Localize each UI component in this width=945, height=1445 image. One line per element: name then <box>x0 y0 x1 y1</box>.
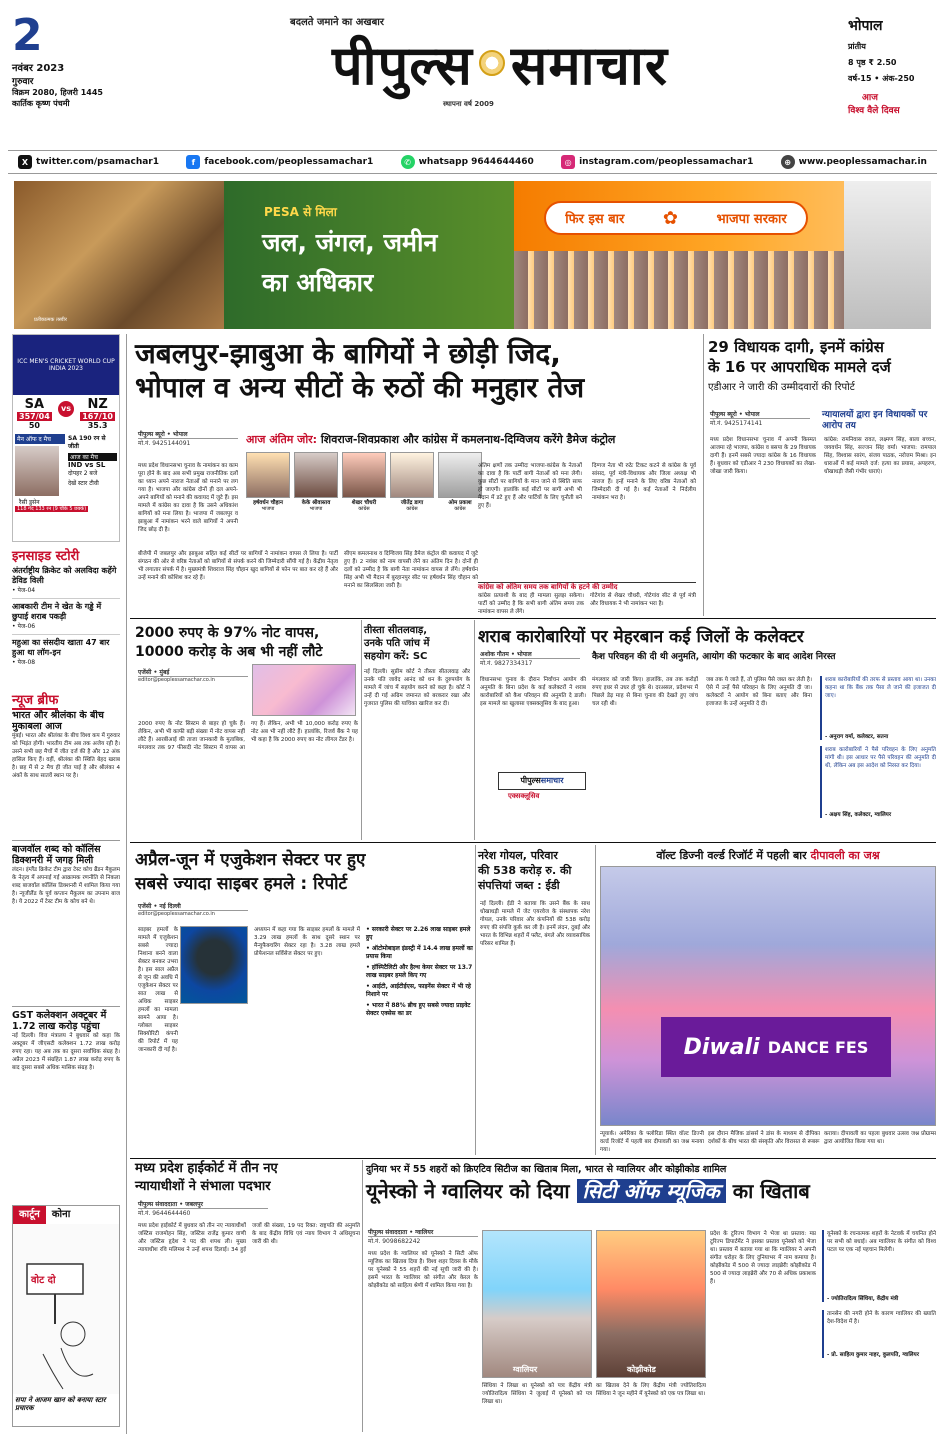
pages-price: 8 पृष्ठ ₹ 2.50 <box>848 58 897 67</box>
insight-page: • पेज-06 <box>12 623 36 630</box>
disney-headline <box>600 848 936 863</box>
unesco-gwalior-photo <box>482 1230 592 1378</box>
disney-cap3: कराया। दीपावली का पहला बुधवार उत्सव जश्न प्रोग्राम्स द्वारा आयोजित किया गया था। <box>824 1131 936 1145</box>
unesco-byline <box>368 1228 478 1245</box>
cyber-photo <box>180 926 248 1004</box>
cyber-bullet: • हॉस्पिटैलिटी और हैल्थ केयर सेक्टर पर 13.7 लाख साइबर हमले किए गए <box>366 964 473 979</box>
today-match-label: आज का मैच <box>68 453 117 461</box>
title-left: पीपुल्स <box>332 34 473 97</box>
lead-byline-text: पीपुल्स ब्यूरो • भोपाल <box>138 430 238 439</box>
social-facebook-text: facebook.com/peoplessamachar1 <box>204 157 374 167</box>
notes-headline-line2: 10000 करोड़ के अब भी नहीं लौटे <box>135 644 323 660</box>
lead-person <box>438 452 482 544</box>
social-x-text: twitter.com/psamachar1 <box>36 157 160 167</box>
row-divider-3 <box>130 1158 936 1159</box>
ad-pesa-small: PESA से मिला <box>264 205 337 219</box>
person-party: भाजपा <box>261 506 275 512</box>
quote-1-text: शराब कारोबारियों की तरफ से प्रस्ताव आया था। उनका कहना था कि बैंक तक पैसा ले जाने की इजाजत दी जाए। <box>825 677 936 699</box>
lead-person <box>294 452 338 544</box>
news-brief-heading: न्यूज ब्रीफ <box>12 690 58 710</box>
person-party: कांग्रेस <box>406 506 418 512</box>
team2-score: 167/10 <box>82 412 113 421</box>
unesco-headline-a: यूनेस्को ने ग्वालियर को दिया <box>366 1179 570 1203</box>
title-right: समाचार <box>510 34 668 97</box>
today-match: IND vs SL <box>68 461 106 469</box>
adr-body2: कांग्रेस: रामनिवास रावत, लक्ष्मण सिंह, बाला बच्चन, जयवर्धन सिंह, सज्जन सिंह वर्मा। भाजपा: रामपाल सिंह, विश्वास सारंग, संजय पाठक, नरोत्तम मिश्रा। इन धाराओं में कई मामले दर्ज: हत्या का प्रयास, अपहरण, धोखाधड़ी जैसी गंभीर धाराएं। <box>824 437 936 475</box>
lead-strap-text: शिवराज-शिवप्रकाश और कांग्रेस में कमलनाथ-दिग्विजय करेंगे डैमेज कंट्रोल <box>320 433 616 446</box>
volume: वर्ष-15 • अंक-250 <box>848 74 915 83</box>
unesco-headline-c: का खिताब <box>732 1179 810 1203</box>
sa-result: SA 190 रन से जीती <box>68 435 106 450</box>
cyber-bullet: • आईटी, आईटीईएस, फाइनेंस सेक्टर में भी रहे निशाने पर <box>366 983 471 998</box>
kartik: कार्तिक कृष्ण पंचमी <box>12 99 70 108</box>
cyber-byline <box>138 902 248 917</box>
unesco-headline-b: सिटी ऑफ म्यूजिक <box>577 1179 726 1203</box>
brief-item <box>12 1006 120 1128</box>
edition-block <box>848 16 938 116</box>
brief-body: लंदन। इंग्लैंड क्रिकेट टीम द्वारा टेस्ट कोच ब्रैंडन मैकुलम के नेतृत्व में अपनाई गई आक्रामक रणनीति से निकला शब्द बाजवॉल कॉलिंस डिक्शनरी में शामिल किया गया है। न्यूजीलैंड के पूर्व कप्तान मैकुलम का उपनाम बाज है। ये 2022 में टेस्ट टीम के कोच बने थे। <box>12 867 120 905</box>
notes-headline-line1: 2000 रुपए के 97% नोट वापस, <box>135 625 320 641</box>
facebook-icon: f <box>186 155 200 169</box>
insight-text: अंतर्राष्ट्रीय क्रिकेट को अलविदा कहेंगे डेविड विली <box>12 566 117 585</box>
column-rule-row4 <box>362 1160 363 1432</box>
liquor-sub: कैश परिवहन की दी थी अनुमति, आयोग की फटकार के बाद आदेश निरस्त <box>592 652 836 662</box>
ad-bjp-panel <box>514 181 931 329</box>
cartoon-sign: वोट दो <box>31 1275 56 1286</box>
naresh-headline <box>478 848 590 893</box>
lead-headline <box>135 337 700 405</box>
lead-photo-strip <box>246 452 486 544</box>
adr-mobile: मो.नं. 9425174141 <box>710 420 763 427</box>
cricket-event-logo <box>13 335 119 395</box>
cartoon-heading <box>13 1206 119 1224</box>
brief-title: भारत और श्रीलंका के बीच मुकाबला आज <box>12 710 104 732</box>
notes-byline <box>138 668 248 683</box>
ad-pesa-caption: प्रतीकात्मक तस्वीर <box>34 317 67 323</box>
insight-heading: इनसाइड स्टोरी <box>12 549 80 564</box>
adr-byline-text: पीपुल्स ब्यूरो • भोपाल <box>710 410 810 419</box>
logo-emblem-icon <box>479 50 505 76</box>
edition: प्रांतीय <box>848 42 866 51</box>
teesta-headline-line2: उनके पति जांच में <box>364 638 430 649</box>
disney-banner <box>661 1017 891 1077</box>
mom-label: मैन ऑफ द मैच <box>15 434 65 444</box>
person-photo <box>438 452 482 498</box>
insight-item[interactable] <box>12 634 120 666</box>
date-number: 2 <box>12 10 43 61</box>
liquor-logo-right: समाचार <box>540 776 564 785</box>
notes-body: 2000 रुपए के नोट सिस्टम से बाहर हो चुके हैं। लेकिन, अभी भी काफी बड़ी संख्या में नोट वापस नहीं लौटे हैं। आरबीआई की ताजा जानकारी के मुताबिक, मंगलवार तक 97 फीसदी नोट सिस्टम में वापस आ गए हैं। लेकिन, अभी भी 10,000 करोड़ रुपए के नोट अब भी नहीं लौटे हैं। हालांकि, रिजर्व बैंक ने यह भी कहा है कि 2000 रुपए का नोट लीगल टेंडर है। <box>138 721 358 751</box>
cricket-scoreboard <box>13 395 119 432</box>
liquor-byline <box>480 650 580 667</box>
ad-pesa-panel <box>224 181 514 329</box>
team1-block <box>17 397 52 430</box>
adr-headline <box>708 337 936 393</box>
weekday: गुरुवार <box>12 77 34 87</box>
brief-item <box>12 840 120 1002</box>
ad-bjp-line2: भाजपा सरकार <box>716 212 787 227</box>
lead-mobile: मो.नं. 9425144091 <box>138 440 191 447</box>
insight-page: • पेज-04 <box>12 587 36 594</box>
notes-photo <box>252 664 356 716</box>
vikram-samvat: विक्रम 2080, हिजरी 1445 <box>12 88 103 97</box>
teesta-headline-line1: तीस्ता सीतलवाड़, <box>364 625 428 636</box>
unesco-right-body: प्रदेश के टूरिज्म विभाग ने भेजा था प्रस्ताव: मप्र टूरिज्म डिपार्टमेंट ने इसका प्रस्ताव यूनेस्को को भेजा था। प्रस्ताव में बताया गया था कि ग्वालियर ने अपनी संगीत धरोहर के लिए दुनियाभर में नाम कमाया है। कोझीकोड में 500 से ज्यादा लाइब्रेरीः कोझीकोड में 500 से ज्यादा लाइब्रेरी और 70 से अधिक प्रकाशक हैं। <box>710 1231 816 1285</box>
person-party: कांग्रेस <box>358 506 370 512</box>
cyber-byline-text: एजेंसी • नई दिल्ली <box>138 902 248 911</box>
person-party: भाजपा <box>309 506 323 512</box>
city: भोपाल <box>848 18 883 34</box>
ad-bjp-line1: फिर इस बार <box>565 212 625 227</box>
column-rule-row2a <box>361 620 362 840</box>
brief-item <box>12 710 120 836</box>
person-name: जीतेंद्र डागा <box>400 500 424 506</box>
newspaper-title <box>170 28 830 98</box>
lead-col5: दिग्गज नेता भी रुठेः टिकट कटने से कांग्रेस के पूर्व सांसद, पूर्व मंत्री-विधायक और जिला अध्यक्ष भी नाराज हैं। इन्हें मनाने के लिए वरिष्ठ नेताओं को जिम्मेदारी दी गई है। कई नेताओं ने निर्दलीय नामांकन भरा है। <box>592 463 696 501</box>
social-website-text: www.peoplessamachar.in <box>798 157 927 167</box>
lead-col4: अंतिम क्षणों तक उम्मीदः भाजपा-कांग्रेस के नेताओं का दावा है कि पार्टी बागी नेताओं को मना लेगी। कुछ सीटों पर बागियों के मान जाने से स्थिति साफ हो जाएगी। हालांकि कई सीटों पर बागी अभी भी मैदान में डटे हुए हैं और पार्टियों के लिए चुनौती बने हुए हैं। <box>478 463 582 509</box>
person-photo <box>390 452 434 498</box>
lead-box <box>478 582 696 614</box>
liquor-body2: मंगलवार को जारी किए। हालांकि, तब तक करोड़ों रुपए इधर से उधर हो चुके थे। दरअसल, प्रदेशभर में पिछले डेढ़ माह से बिना चुनाव की देखते हुए जांच चल रही थी। <box>592 677 698 707</box>
brief-body: नई दिल्ली। वित्त मंत्रालय ने बुधवार को कहा कि अक्टूबर में जीएसटी कलेक्शन 1.72 लाख करोड़ रुपए रहा। यह अब तक का दूसरा सर्वाधिक संग्रह है। अप्रैल 2023 में संग्रहित 1.87 लाख करोड़ रुपए के बाद दूसरा सबसे अधिक मासिक संग्रह है। <box>12 1033 120 1071</box>
adr-body1: मध्य प्रदेश विधानसभा चुनाव में अपनी किस्मत आजमा रहे भाजपा, कांग्रेस व बसपा के 29 विधायक दागी हैं। इनमें सबसे ज्यादा कांग्रेस के 16 विधायक हैं। बुधवार को एडीआर ने 230 विधायकों का लेखा-जोखा जारी किया। <box>710 437 816 475</box>
insight-page: • पेज-08 <box>12 659 36 666</box>
disney-headline-a: वॉल्ट डिज्नी वर्ल्ड रिजॉर्ट में पहली बार <box>656 849 807 862</box>
masthead-tagline: बदलते जमाने का अखबार <box>290 17 384 28</box>
row-divider-1 <box>130 618 936 619</box>
lead-headline-line2: भोपाल व अन्य सीटों के रुठों की मनुहार तेज <box>135 371 585 404</box>
unesco-quote-2-by: - प्रो. साहित्य कुमार नाहर, कुलपति, ग्वालियर <box>827 1352 919 1358</box>
team1-name: SA <box>24 397 45 412</box>
unesco-mobile: मो.नं. 9098682242 <box>368 1238 421 1245</box>
news-brief-list <box>12 710 120 1190</box>
cartoon-heading-1: कार्टून <box>13 1206 46 1224</box>
cricket-event: ICC MEN'S CRICKET WORLD CUP INDIA 2023 <box>17 358 115 372</box>
naresh-body: नई दिल्ली। ईडी ने बताया कि उसने बैंक के साथ धोखाधड़ी मामले में जेट एयरवेज के संस्थापक नरेश गोयल, उनके परिवार और कंपनियों की 538 करोड़ रुपए की संपत्ति कुर्क कर ली है। इनमें लंदन, दुबई और भारत के विभिन्न शहरों में फ्लैट, बंगले और व्यावसायिक परिसर शामिल हैं। <box>480 901 590 947</box>
quote-2-by: - अक्षय सिंह, कलेक्टर, ग्वालियर <box>825 812 892 818</box>
teesta-headline-line3: सहयोग करें: SC <box>364 651 428 662</box>
person-photo <box>294 452 338 498</box>
column-rule-row2b <box>474 620 475 840</box>
today-label: आज <box>862 93 878 103</box>
hc-byline <box>138 1200 268 1217</box>
person-name: केके श्रीवास्तव <box>301 500 331 506</box>
cyber-bullet: • ऑटोमोबाइल इंडस्ट्री में 14.4 लाख हमलों का प्रयास किया <box>366 945 473 960</box>
globe-icon: ⊕ <box>781 155 795 169</box>
social-link-whatsapp[interactable] <box>401 155 534 169</box>
ad-pesa-big1: जल, जंगल, जमीन <box>262 228 438 257</box>
unesco-quotes <box>822 1230 936 1358</box>
unesco-img2-cap: का खिताब देने के लिए केंद्रीय मंत्री ज्योतिरादित्य सिंधिया ने जून महीने में यूनेस्को को एक पत्र लिखा था। <box>596 1383 706 1397</box>
disney-headline-b: दीपावली का जश्न <box>810 849 880 862</box>
team1-score: 357/04 <box>19 412 50 421</box>
liquor-logo-left: पीपुल्स <box>520 776 541 785</box>
naresh-headline-line1: नरेश गोयल, परिवार <box>478 849 558 862</box>
lotus-icon: ✿ <box>662 207 678 229</box>
person-name: ओम प्रकाश <box>448 500 472 506</box>
social-bar <box>8 150 937 174</box>
today-event: विश्व वैले दिवस <box>848 106 900 116</box>
team2-block <box>80 397 115 430</box>
ad-bjp-leader-photo <box>844 181 931 329</box>
social-instagram-text: instagram.com/peoplessamachar1 <box>579 157 754 167</box>
masthead-date-block <box>12 10 142 164</box>
notes-email: editor@peoplessamachar.co.in <box>138 677 215 683</box>
social-link-instagram[interactable] <box>561 155 753 169</box>
team2-name: NZ <box>87 397 108 412</box>
teesta-headline <box>364 624 470 663</box>
watch-on: देखें स्टार टीवी <box>68 480 99 487</box>
quote-2-text: शराब कारोबारियों ने पैसे परिवहन के लिए अनुमति मांगी थी। इस आधार पर पैसे परिवहन की अनुमति दी थी, लेकिन अब इस आदेश को निरस्त कर दिया। <box>825 747 936 769</box>
ad-banner[interactable] <box>14 181 931 329</box>
liquor-exclusive: एक्सक्लूसिव <box>508 792 540 800</box>
disney-banner-text2: DANCE FES <box>767 1037 869 1057</box>
x-icon: X <box>18 155 32 169</box>
lead-col3: सीएम कमलनाथ व दिग्विजय सिंह डैमेज कंट्रोल की कवायद में जुटे हुए हैं। 2 नवंबर को नाम वापसी लेने का अंतिम दिन है। दोनों ही दलों को उम्मीद है कि बागी नेता नामांकन वापस ले लेंगे। हर्षवर्धन सिंह अभी भी मैदान में बुरहानपुर सीट पर हर्षवर्धन सिंह चौहान को मनाने का सिलसिला जारी है। <box>344 551 478 589</box>
adr-subheadline: एडीआर ने जारी की उम्मीदवारों की रिपोर्ट <box>708 382 855 393</box>
instagram-icon: ◎ <box>561 155 575 169</box>
person-party: कांग्रेस <box>454 506 466 512</box>
brief-body: मुंबई। भारत और श्रीलंका के बीच विश्व कप में गुरुवार को भिड़ंत होगी। भारतीय टीम अब तक अजेय रही है। उसने सभी छह मैचों में जीत दर्ज की है और 12 अंक हासिल किए हैं। वहीं, श्रीलंका की स्थिति बेहद खराब है। छह में से 2 मैच ही जीत पाई है और श्रीलंका 4 अंकों के साथ सातवें स्थान पर है। <box>12 733 120 779</box>
quote-1 <box>820 676 936 740</box>
unesco-kozhikode-photo <box>596 1230 706 1378</box>
cricket-box <box>12 334 120 542</box>
unesco-quote-1 <box>822 1230 936 1302</box>
hc-byline-text: पीपुल्स संवाददाता • जबलपुर <box>138 1200 268 1209</box>
cyber-bullets <box>366 926 474 1018</box>
cartoon-box <box>12 1205 120 1427</box>
quote-1-by: - अनुराग वर्मा, कलेक्टर, सतना <box>825 734 889 740</box>
cricket-vs: vs <box>58 401 74 417</box>
ad-bjp-leaders-row <box>514 251 844 329</box>
cartoon-caption: सपा ने आजम खान को बनाया स्टार प्रचारक <box>15 1396 106 1412</box>
brief-title: बाजवॉल शब्द को कॉलिंस डिक्शनरी में जगह मिली <box>12 844 101 866</box>
cricket-lower <box>13 432 119 498</box>
liquor-byline-text: अशोक गौतम • भोपाल <box>480 650 580 659</box>
social-link-website[interactable] <box>781 155 927 169</box>
column-rule-row3a <box>475 845 476 1155</box>
naresh-headline-line3: संपत्तियां जब्त : ईडी <box>478 879 560 892</box>
social-link-x[interactable] <box>18 155 159 169</box>
player-stats: 118 गेंद 133 रन (9 चौके 5 छक्के) <box>17 506 87 512</box>
hc-body: मध्य प्रदेश हाईकोर्ट में बुधवार को तीन नए न्यायाधीशों जस्टिस राजमोहन सिंह, जस्टिस राजेंद्र कुमार वाणी और जस्टिस हृदेश ने पद की शपथ ली। मुख्य न्यायाधीश रवि मलिमथ ने उन्हें शपथ दिलाई। 34 हुई जजों की संख्या, 19 पद रिक्त: राष्ट्रपति की अनुमति के बाद केंद्रीय विधि एवं न्याय विभाग ने अधिसूचना जारी की थी। <box>138 1223 360 1253</box>
unesco-kicker: दुनिया भर में 55 शहरों को क्रिएटिव सिटीज का खिताब मिला, भारत से ग्वालियर और कोझीकोड शामिल <box>366 1164 727 1175</box>
liquor-mobile: मो.नं. 9827334317 <box>480 660 533 667</box>
lead-col2: बीजेपी में जबलपुर और झाबुआ सहित कई सीटों पर बागियों ने नामांकन वापस ले लिया है। पार्टी संगठन की ओर से वरिष्ठ नेताओं को बागियों से संपर्क करने की जिम्मेदारी सौंपी गई है। केंद्रीय नेतृत्व भी लगातार संपर्क में है। मुख्यमंत्री शिवराज सिंह चौहान खुद बागियों से फोन पर बात कर रहे हैं और उन्हें मनाने की कोशिश कर रहे हैं। <box>138 551 338 581</box>
lead-byline <box>138 430 238 447</box>
cyber-headline-line2: सबसे ज्यादा साइबर हमले : रिपोर्ट <box>135 874 348 894</box>
player-photo <box>15 446 59 496</box>
ad-bjp-pill <box>544 201 808 235</box>
person-photo <box>342 452 386 498</box>
insight-list <box>12 566 120 666</box>
player-name: रैसी डुसेन <box>19 499 40 506</box>
disney-banner-text: Diwali <box>683 1034 760 1060</box>
team2-overs: 35.3 <box>87 421 108 430</box>
unesco-quote-1-text: यूनेस्को के रचनात्मक शहरों के नेटवर्क में चयनित होने पर सभी को बधाई। अब ग्वालियर के संगीत को विश्व पटल पर एक नई पहचान मिलेगी। <box>827 1231 936 1253</box>
cartoon-heading-2: कोना <box>51 1209 71 1220</box>
quote-2 <box>820 746 936 818</box>
lead-strap <box>246 432 696 447</box>
column-rule-left <box>126 334 127 1434</box>
row-divider-2 <box>130 842 936 843</box>
teesta-body: नई दिल्ली। सुप्रीम कोर्ट ने तीस्ता सीतलवाड़ और उनके पति जावेद आनंद को धन के दुरुपयोग के मामले में जांच में सहयोग करने को कहा है। कोर्ट ने उन्हें दी गई अग्रिम जमानत को बरकरार रखा और गुजरात पुलिस की याचिका खारिज कर दी। <box>364 669 470 707</box>
lead-headline-line1: जबलपुर-झाबुआ के बागियों ने छोड़ी जिद, <box>135 337 561 370</box>
lead-person <box>342 452 386 544</box>
lead-col1: मध्य प्रदेश विधानसभा चुनाव के नामांकन का काम पूरा होने के बाद अब सभी प्रमुख राजनीतिक दलों का ध्यान अपने नाराज नेताओं को मनाने पर लग गया है। भाजपा और कांग्रेस दोनों ही दल अपने-अपने बागियों को मनाने की कवायद में जुटे हैं। इस मामले में कांग्रेस का दावा है कि उसने अधिकांश बागियों को मना लिया है। भाजपा में जबलपुर व झाबुआ में नामांकन भरने वाले बागियों ने अपनी जिद छोड़ दी है। <box>138 463 238 533</box>
whatsapp-icon: ✆ <box>401 155 415 169</box>
ad-pesa-photo <box>14 181 224 329</box>
cyber-bullet: • सरकारी सेक्टर पर 2.26 लाख साइबर हमले हुए <box>366 926 471 941</box>
adr-byline <box>710 410 810 427</box>
lead-box-left: कांग्रेस प्रत्याशी के बाद ही मामला सुलझ सकेगा। पार्टी को उम्मीद है कि सभी बागी अंतिम समय तक नामांकन वापस ले लेंगे। <box>478 593 584 614</box>
liquor-body3: जब तक ये जाते हैं, तो पुलिस पैसे जब्त कर लेती है। ऐसे में उन्हें पैसे परिवहन के लिए अनुमति दी जा। कलेक्टरों ने आयोग को बिना बताए और बिना इजाजत के उन्हें अनुमति दे दी। <box>706 677 812 707</box>
lead-person <box>246 452 290 544</box>
unesco-quote-2-text: तानसेन की नगरी होने के कारण ग्वालियर की ख्याति देश-विदेश में है। <box>827 1311 936 1325</box>
liquor-headline: शराब कारोबारियों पर मेहरबान कई जिलों के कलेक्टर <box>478 627 804 647</box>
naresh-headline-line2: की 538 करोड़ रु. की <box>478 864 572 877</box>
cartoon-svg <box>13 1224 119 1394</box>
cyber-email: editor@peoplessamachar.co.in <box>138 911 215 917</box>
unesco-quote-2 <box>822 1310 936 1358</box>
hc-mobile: मो.नं. 9644644460 <box>138 1210 191 1217</box>
cyber-bullet: • भारत में 88% ब्रीच हुए सबसे ज्यादा प्राइवेट सेक्टर एक्सेस का डर <box>366 1002 471 1017</box>
lead-box-heading: कांग्रेस को अंतिम समय तक बागियों के हटने की उम्मीद <box>478 583 618 591</box>
hc-headline-line1: मध्य प्रदेश हाईकोर्ट में तीन नए <box>135 1161 278 1176</box>
insight-text: महुआ का संसदीय खाता 47 बार हुआ था लॉग-इन <box>12 638 110 657</box>
social-whatsapp-text: whatsapp 9644644460 <box>418 157 534 167</box>
cyber-body2: अध्ययन में कहा गया कि साइबर हमलों के मामले में 3.29 लाख हमलों के साथ दूसरे स्थान पर मैन्युफैक्चरिंग सेक्टर रहा है। 3.28 लाख हमले प्रोफेशनल सर्विसेज सेक्टर पर हुए। <box>254 927 360 957</box>
today-time: दोपहर 2 बजे <box>68 470 98 477</box>
disney-cap1: न्यूयार्क। अमेरिका के फ्लोरिडा स्थित वॉल्ट डिज्नी वर्ल्ड रिजॉर्ट में पहली बार दीपावली का जश्न मनाया गया। <box>600 1131 704 1153</box>
liquor-quotes <box>820 676 936 818</box>
team1-overs: 50 <box>28 421 40 430</box>
adr-side-heading: न्यायालयों द्वारा इन विधायकों पर आरोप तय <box>822 410 928 431</box>
liquor-logo <box>498 772 586 790</box>
cyber-body: साइबर हमलों के मामले में एजुकेशन सबसे ज्यादा निशाना बनने वाला सेक्टर बनकर उभरा है। इस साल अप्रैल से जून की अवधि में एजुकेशन सेक्टर पर सात लाख से अधिक साइबर हमलों का मामला सामने आया है। ग्लोबल साइबर सिक्योरिटी कंपनी की रिपोर्ट में यह जानकारी दी गई है। <box>138 927 178 1053</box>
cartoon-drawing <box>13 1224 119 1394</box>
person-name: शेखर चौधरी <box>351 500 377 506</box>
hc-headline <box>135 1160 357 1196</box>
lead-person <box>390 452 434 544</box>
person-photo <box>246 452 290 498</box>
unesco-img1-cap: सिंधिया ने लिखा था यूनेस्को को पत्रः केंद्रीय मंत्री ज्योतिरादित्य सिंधिया ने जुलाई में यूनेस्को को पत्र लिखा था। <box>482 1383 592 1405</box>
column-rule-row3b <box>595 845 596 1155</box>
unesco-byline-text: पीपुल्स संवाददाता • ग्वालियर <box>368 1228 478 1237</box>
unesco-body: मध्य प्रदेश के ग्वालियर को यूनेस्को ने सिटी ऑफ म्यूजिक का खिताब दिया है। विश्व शहर दिवस के मौके पर यूनेस्को ने 55 शहरों की नई सूची जारी की है। इसमें भारत के ग्वालियर को संगीत और केरल के कोझीकोड को साहित्य श्रेणी में शामिल किया गया है। <box>368 1251 478 1289</box>
liquor-body1: विधानसभा चुनाव के दौरान निर्वाचन आयोग की अनुमति के बिना प्रदेश के कई कलेक्टरों ने शराब कारोबारियों को कैश परिवहन की अनुमति दे डाली। इस मामले का खुलासा एक्सक्लूसिव के बाद हुआ। <box>480 677 586 707</box>
unesco-headline <box>366 1178 936 1204</box>
unesco-kozhikode-label: कोझीकोड <box>627 1365 656 1374</box>
lead-box-right: गोटेगांव से शेखर चौधरी, गोटेगांव सीट से पूर्व मंत्री और विधायक ने भी नामांकन भरा है। <box>590 593 696 607</box>
adr-headline-line1: 29 विधायक दागी, इनमें कांग्रेस <box>708 338 884 356</box>
unesco-quote-1-by: - ज्योतिरादित्य सिंधिया, केंद्रीय मंत्री <box>827 1296 899 1302</box>
social-link-facebook[interactable] <box>186 155 373 169</box>
disney-cap2: इस दौरान मैजिक डांसर्स ने डांस के माध्यम से दीपिका दर्शकों के बीच भारत की संस्कृति और विरासत से रूबरू <box>708 1131 820 1145</box>
notes-byline-text: एजेंसी • मुंबई <box>138 668 248 677</box>
disney-photo <box>600 866 936 1126</box>
person-name: हर्षवर्धन चौहान <box>253 500 283 506</box>
cyber-headline <box>135 848 475 896</box>
insight-text: आबकारी टीम ने खेत के गड्ढे में छुपाई शराब पकड़ी <box>12 602 102 621</box>
cyber-headline-line1: अप्रैल-जून में एजुकेशन सेक्टर पर हुए <box>135 850 366 870</box>
unesco-gwalior-label: ग्वालियर <box>513 1365 538 1374</box>
established: स्थापना वर्ष 2009 <box>443 100 494 108</box>
ad-pesa-big2: का अधिकार <box>262 268 374 297</box>
brief-title: GST कलेक्शन अक्टूबर में 1.72 लाख करोड़ पहुंचा <box>12 1010 107 1032</box>
notes-headline <box>135 624 361 662</box>
insight-item[interactable] <box>12 566 120 594</box>
month-year: नवंबर 2023 <box>12 63 65 74</box>
adr-headline-line2: के 16 पर आपराधिक मामले दर्ज <box>708 358 891 376</box>
insight-item[interactable] <box>12 598 120 630</box>
hc-headline-line2: न्यायाधीशों ने संभाला पदभार <box>135 1179 271 1194</box>
lead-strap-label: आज अंतिम जोर: <box>246 433 318 446</box>
column-rule-adr <box>703 334 704 616</box>
